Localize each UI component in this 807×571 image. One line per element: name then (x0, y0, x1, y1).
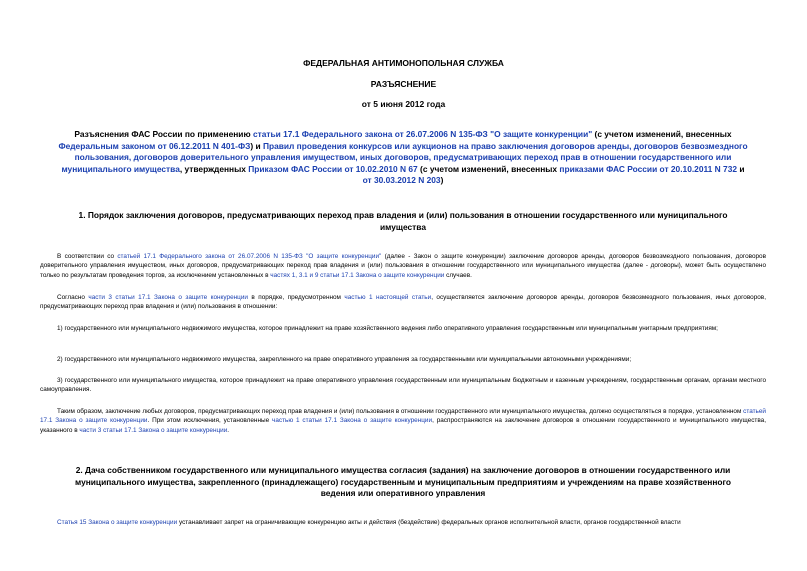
link-parts-1-3-1-9[interactable]: частях 1, 3.1 и 9 статьи 17.1 Закона о защите конкуренции (270, 271, 445, 279)
link-article-15[interactable]: Статья 15 Закона о защите конкуренции (57, 519, 178, 526)
paragraph-text: . При этом исключения, установленные (147, 417, 273, 425)
title-link-rules[interactable]: Правил проведения конкурсов или аукционов на право заключения договоров аренды, договоров безвозмездного пользования, договоров доверительного управления имуществом, иных договоров, предусматривающих переход прав в отношении государственного или муниципального имущества (61, 140, 748, 174)
title-text-5: (с учетом изменений, внесенных (417, 163, 560, 174)
title-link-order-732[interactable]: приказами ФАС России от 20.10.2011 N 732 (559, 163, 738, 174)
title-text-6: и (737, 163, 745, 174)
section-1-heading: 1. Порядок заключения договоров, предусматривающих переход прав владения и (или) пользования в отношении государственного или муниципального имущества (78, 210, 728, 232)
document-type: РАЗЪЯСНЕНИЕ (370, 79, 437, 89)
title-text-3: ) и (250, 140, 263, 151)
title-text-1: Разъяснения ФАС России по применению (74, 129, 253, 139)
section-1-paragraph-6 (40, 407, 766, 435)
document-title (58, 129, 748, 187)
link-part-1-this-article[interactable]: частью 1 настоящей статьи (344, 294, 432, 301)
paragraph-text: (далее - Закон о защите конкуренции) заключение договоров аренды, договоров безвозмездного пользования, договоров доверительного управления имуществом, иных договоров, предусматривающих переход прав владения и (или) пользования в отношении государственного или муниципального имущества (далее - договоры), может быть осуществлено только по результатам проведения торгов, за исключением установленных в (40, 253, 767, 279)
paragraph-text: устанавливает запрет на ограничивающие конкуренцию акты и действия (бездействие) федеральных органов исполнительной власти, органов государственной власти (177, 519, 681, 526)
paragraph-text: . (227, 426, 230, 434)
section-2-paragraph-1 (40, 518, 766, 527)
section-1-paragraph-1 (40, 252, 766, 280)
link-article-17-1-law[interactable]: статьей 17.1 Федерального закона от 26.07.2006 N 135-ФЗ "О защите конкуренции" (117, 253, 382, 260)
section-2-heading: 2. Дача собственником государственного или муниципального имущества согласия (задания) на заключение договоров в отношении государственного или муниципального имущества, закрепленного (принадлежащего) государственным и муниципальным предприятиям и учреждениям на праве хозяйственного ведения или оперативного управления (74, 465, 732, 499)
section-1-paragraph-2 (40, 293, 766, 312)
title-link-law-401[interactable]: Федеральным законом от 06.12.2011 N 401-ФЗ (58, 140, 251, 151)
paragraph-text: В соответствии со (57, 253, 118, 260)
link-part-3-article-17-1[interactable]: части 3 статьи 17.1 Закона о защите конкуренции (88, 294, 248, 301)
paragraph-text: Таким образом, заключение любых договоров, предусматривающих переход прав владения и (или) пользования в отношении государственного или муниципального имущества, должно осуществляться в порядке, установленном (57, 408, 744, 415)
organization-name: ФЕДЕРАЛЬНАЯ АНТИМОНОПОЛЬНАЯ СЛУЖБА (303, 58, 504, 68)
paragraph-text: , осуществляется заключение договоров аренды, договоров безвозмездного пользования, иных договоров, предусматривающих переход прав владения и (или) пользования в отношении: (40, 294, 766, 311)
paragraph-text: Согласно (57, 294, 89, 301)
paragraph-text: , распространяются на заключение договоров в отношении государственного и муниципального имущества, указанного в (40, 417, 766, 434)
section-1-item-1: 1) государственного или муниципального недвижимого имущества, которое принадлежит на праве хозяйственного ведения либо оперативного управления государственным или муниципальным унитарным предприятиям; (57, 325, 718, 332)
link-part-1-article-17-1[interactable]: частью 1 статьи 17.1 Закона о защите конкуренции (272, 417, 433, 425)
section-1-item-3: 3) государственного или муниципального имущества, которое принадлежит на праве оперативного управления государственным или муниципальным бюджетным и казенным учреждениям, государственным органам, органам местного самоуправления. (40, 377, 766, 394)
title-link-order-67[interactable]: Приказом ФАС России от 10.02.2010 N 67 (248, 163, 418, 174)
link-part-3-article-17-1-b[interactable]: части 3 статьи 17.1 Закона о защите конкуренции (79, 426, 228, 434)
title-link-order-203[interactable]: от 30.03.2012 N 203 (362, 175, 441, 186)
document-date: от 5 июня 2012 года (361, 99, 446, 109)
link-article-17-1[interactable]: статьей 17.1 Закона о защите конкуренции (40, 408, 766, 425)
title-text-4: , утвержденных (179, 163, 249, 174)
paragraph-text: случаев. (444, 271, 472, 279)
paragraph-text: в порядке, предусмотренном (247, 294, 345, 301)
title-link-article-17-1[interactable]: статьи 17.1 Федерального закона от 26.07.2006 N 135-ФЗ "О защите конкуренции" (252, 129, 593, 139)
title-text-7: ) (440, 175, 444, 186)
section-1-item-2: 2) государственного или муниципального недвижимого имущества, закрепленного на праве оперативного управления за государственными или муниципальными автономными учреждениями; (57, 356, 632, 363)
title-text-2: (с учетом изменений, внесенных (592, 129, 732, 139)
